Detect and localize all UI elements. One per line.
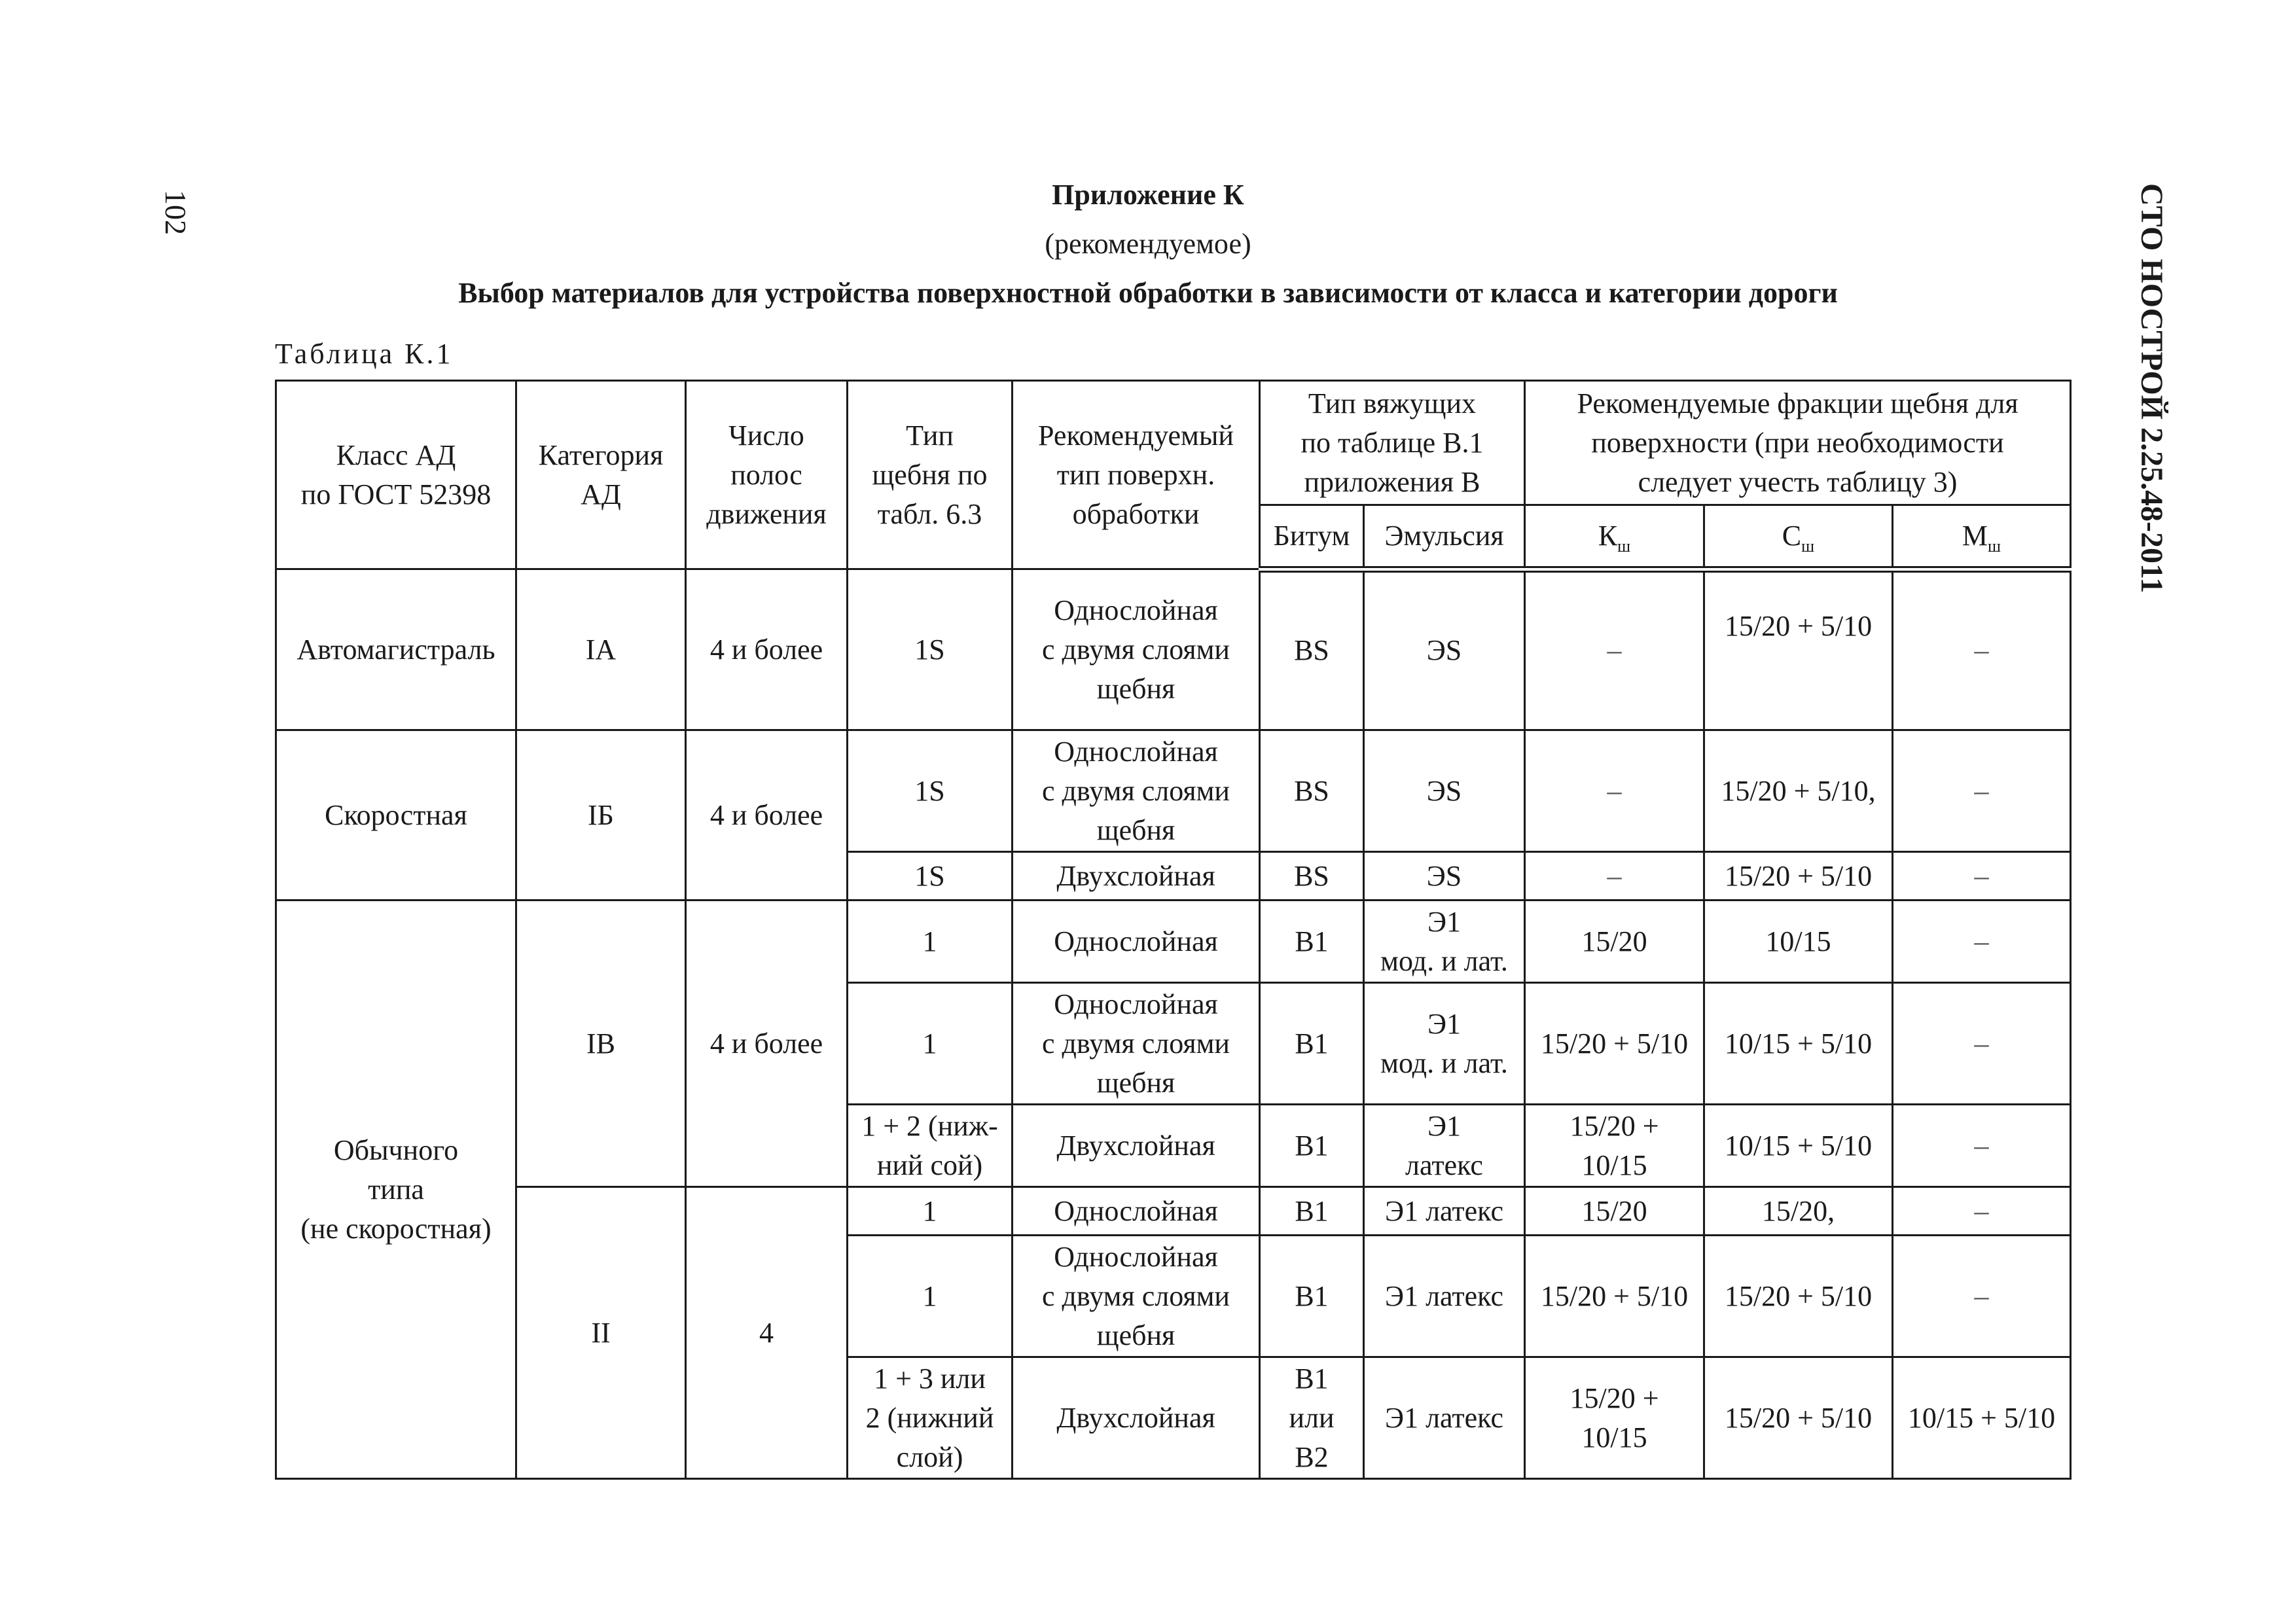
bitumen-cell: BS: [1260, 569, 1364, 730]
surface-cell: Двухслойная: [1013, 852, 1260, 901]
header-k: $К_ш$: [1525, 505, 1704, 569]
surface-cell: Однослойная с двумя слоями щебня: [1013, 983, 1260, 1105]
m-cell: –: [1893, 983, 2071, 1105]
m-cell: 10/15 + 5/10: [1893, 1357, 2071, 1479]
m-cell: –: [1893, 730, 2071, 852]
k-cell: –: [1525, 569, 1704, 730]
bitumen-cell: B1: [1260, 1105, 1364, 1187]
c-cell: 10/15: [1704, 901, 1893, 983]
bitumen-cell: B1: [1260, 901, 1364, 983]
emulsion-cell: Э1 латекс: [1364, 1357, 1525, 1479]
table-header: [276, 381, 2071, 569]
c-cell: 15/20 + 5/10: [1704, 1236, 1893, 1357]
k-cell: 15/20 + 10/15: [1525, 1357, 1704, 1479]
header-category: Категория АД: [516, 381, 686, 569]
gravel-cell: 1S: [848, 730, 1013, 852]
k-cell: 15/20 + 5/10: [1525, 983, 1704, 1105]
lanes-cell: 4: [686, 1187, 848, 1479]
header-binder-group: Тип вяжущих по таблице В.1 приложения В: [1260, 381, 1525, 505]
k-cell: 15/20: [1525, 1187, 1704, 1236]
table-body: [276, 569, 2071, 1479]
c-cell: 15/20 + 5/10,: [1704, 730, 1893, 852]
lanes-cell: 4 и более: [686, 901, 848, 1187]
gravel-cell: 1S: [848, 569, 1013, 730]
class-cell: Обычного типа (не скоростная): [276, 901, 516, 1479]
c-cell: 10/15 + 5/10: [1704, 1105, 1893, 1187]
m-cell: –: [1893, 1187, 2071, 1236]
document-code: СТО НОСТРОЙ 2.25.48-2011: [2134, 183, 2169, 594]
class-cell: Скоростная: [276, 730, 516, 901]
surface-cell: Двухслойная: [1013, 1357, 1260, 1479]
bitumen-cell: B1: [1260, 1187, 1364, 1236]
bitumen-cell: BS: [1260, 730, 1364, 852]
k-cell: 15/20 + 10/15: [1525, 1105, 1704, 1187]
c-cell: 15/20,: [1704, 1187, 1893, 1236]
emulsion-cell: Э1 латекс: [1364, 1105, 1525, 1187]
m-cell: –: [1893, 901, 2071, 983]
header-fractions-group: Рекомендуемые фракции щебня для поверхности (при необходимости следует учесть таблицу 3): [1525, 381, 2071, 505]
page-number: 102: [159, 190, 192, 235]
header-emulsion: Эмульсия: [1364, 505, 1525, 569]
bitumen-cell: B1: [1260, 1236, 1364, 1357]
emulsion-cell: Э1 мод. и лат.: [1364, 983, 1525, 1105]
gravel-cell: 1: [848, 1187, 1013, 1236]
emulsion-cell: ЭS: [1364, 569, 1525, 730]
emulsion-cell: ЭS: [1364, 852, 1525, 901]
bitumen-cell: BS: [1260, 852, 1364, 901]
appendix-status: (рекомендуемое): [1045, 228, 1251, 260]
table-caption: Таблица К.1: [275, 338, 454, 370]
table-row: [276, 1187, 2071, 1236]
table-row: [276, 901, 2071, 983]
table-row: [276, 569, 2071, 730]
category-cell: IВ: [516, 901, 686, 1187]
lanes-cell: 4 и более: [686, 730, 848, 901]
header-c: $С_ш$: [1704, 505, 1893, 569]
gravel-cell: 1: [848, 983, 1013, 1105]
gravel-cell: 1: [848, 901, 1013, 983]
k-cell: 15/20: [1525, 901, 1704, 983]
m-cell: –: [1893, 1236, 2071, 1357]
header-class: Класс АД по ГОСТ 52398: [276, 381, 516, 569]
c-cell: 15/20 + 5/10: [1704, 1357, 1893, 1479]
header-lanes: Число полос движения: [686, 381, 848, 569]
c-cell: 10/15 + 5/10: [1704, 983, 1893, 1105]
k-cell: –: [1525, 730, 1704, 852]
appendix-title: Приложение К: [1052, 179, 1244, 211]
bitumen-cell: B1: [1260, 983, 1364, 1105]
m-cell: –: [1893, 569, 2071, 730]
bitumen-cell: B1 или B2: [1260, 1357, 1364, 1479]
k-cell: –: [1525, 852, 1704, 901]
surface-cell: Однослойная: [1013, 1187, 1260, 1236]
header-m: $М_ш$: [1893, 505, 2071, 569]
header-bitumen: Битум: [1260, 505, 1364, 569]
header-surface-type: Рекомендуемый тип поверхн. обработки: [1013, 381, 1260, 569]
surface-cell: Однослойная: [1013, 901, 1260, 983]
c-cell: 15/20 + 5/10: [1704, 569, 1893, 730]
materials-table: [275, 380, 2072, 1480]
emulsion-cell: Э1 латекс: [1364, 1236, 1525, 1357]
category-cell: II: [516, 1187, 686, 1479]
k-cell: 15/20 + 5/10: [1525, 1236, 1704, 1357]
table-row: [276, 730, 2071, 852]
emulsion-cell: ЭS: [1364, 730, 1525, 852]
category-cell: IБ: [516, 730, 686, 901]
appendix-subject: Выбор материалов для устройства поверхностной обработки в зависимости от класса и категории дороги: [458, 277, 1838, 309]
surface-cell: Двухслойная: [1013, 1105, 1260, 1187]
m-cell: –: [1893, 852, 2071, 901]
gravel-cell: 1 + 2 (ниж- ний сой): [848, 1105, 1013, 1187]
class-cell: Автомагистраль: [276, 569, 516, 730]
category-cell: IA: [516, 569, 686, 730]
m-cell: –: [1893, 1105, 2071, 1187]
gravel-cell: 1S: [848, 852, 1013, 901]
emulsion-cell: Э1 мод. и лат.: [1364, 901, 1525, 983]
surface-cell: Однослойная с двумя слоями щебня: [1013, 1236, 1260, 1357]
emulsion-cell: Э1 латекс: [1364, 1187, 1525, 1236]
lanes-cell: 4 и более: [686, 569, 848, 730]
c-cell: 15/20 + 5/10: [1704, 852, 1893, 901]
gravel-cell: 1 + 3 или 2 (нижний слой): [848, 1357, 1013, 1479]
surface-cell: Однослойная с двумя слоями щебня: [1013, 569, 1260, 730]
header-gravel-type: Тип щебня по табл. 6.3: [848, 381, 1013, 569]
gravel-cell: 1: [848, 1236, 1013, 1357]
surface-cell: Однослойная с двумя слоями щебня: [1013, 730, 1260, 852]
